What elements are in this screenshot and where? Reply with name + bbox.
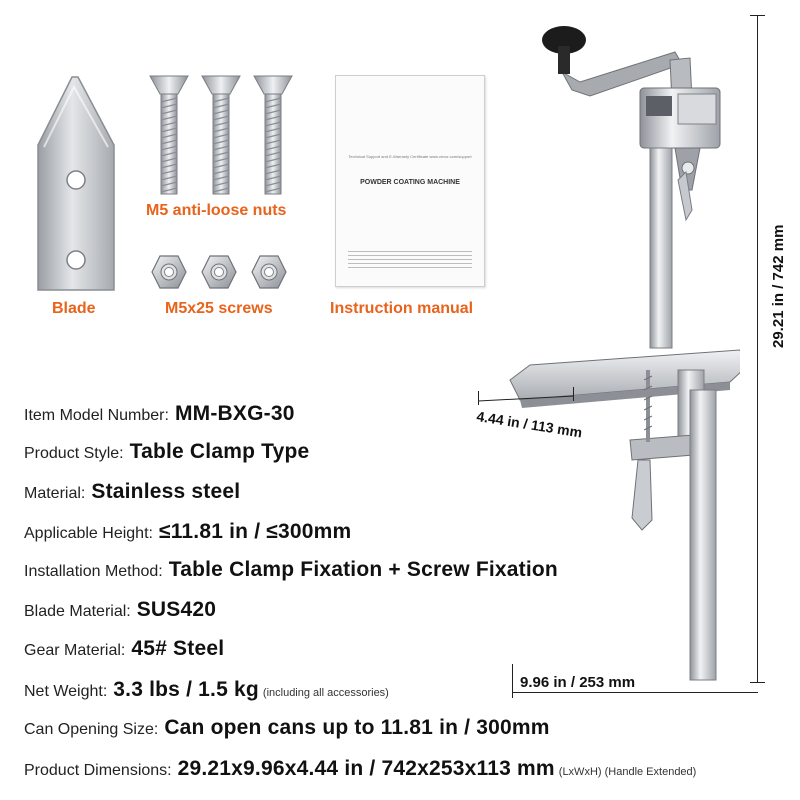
spec-label: Item Model Number:: [24, 407, 169, 424]
spec-value: Table Clamp Type: [129, 440, 310, 463]
spec-note: (including all accessories): [262, 687, 389, 699]
height-dimension-tick-top: [750, 15, 765, 16]
spec-label: Product Dimensions:: [24, 762, 172, 779]
depth-dimension-label: 4.44 in / 113 mm: [475, 408, 584, 441]
spec-label: Net Weight:: [24, 683, 108, 700]
spec-row-height: [24, 520, 351, 544]
nuts-illustration: [148, 250, 288, 295]
spec-row-blade-material: [24, 598, 216, 622]
width-dimension-tick-left: [512, 664, 513, 698]
spec-value: 29.21x9.96x4.44 in / 742x253x113 mm: [177, 757, 555, 780]
spec-label: Can Opening Size:: [24, 721, 159, 738]
spec-label: Installation Method:: [24, 563, 163, 580]
spec-row-style: [24, 440, 309, 464]
screws-label: M5x25 screws: [165, 300, 273, 317]
spec-value: 45# Steel: [131, 637, 225, 660]
spec-label: Blade Material:: [24, 603, 131, 620]
height-dimension-tick-bottom: [750, 682, 765, 683]
depth-dimension-tick-left: [478, 391, 479, 405]
width-dimension-line: [512, 692, 758, 693]
spec-label: Material:: [24, 485, 86, 502]
depth-dimension-tick-right: [573, 387, 574, 401]
blade-label: Blade: [52, 300, 96, 317]
spec-note: (LxWxH) (Handle Extended): [558, 766, 697, 778]
spec-row-can-size: [24, 716, 550, 740]
instruction-manual-illustration: [335, 75, 485, 287]
width-dimension-label: 9.96 in / 253 mm: [520, 674, 636, 691]
manual-fine-print: [348, 251, 472, 271]
spec-row-dimensions: [24, 757, 696, 781]
can-opener-illustration: [500, 10, 740, 690]
spec-value: ≤11.81 in / ≤300mm: [158, 520, 352, 543]
nuts-label: M5 anti-loose nuts: [146, 202, 287, 219]
spec-row-installation: [24, 558, 558, 582]
spec-value: 3.3 lbs / 1.5 kg: [113, 678, 259, 701]
spec-row-material: [24, 480, 240, 504]
spec-row-weight: [24, 678, 389, 702]
spec-row-model: [24, 402, 295, 426]
spec-label: Applicable Height:: [24, 525, 153, 542]
spec-row-gear-material: [24, 637, 224, 661]
height-dimension-label: 29.21 in / 742 mm: [770, 224, 787, 348]
manual-label: Instruction manual: [330, 300, 474, 317]
spec-value: SUS420: [136, 598, 217, 621]
blade-illustration: [30, 75, 120, 295]
manual-title: POWDER COATING MACHINE: [360, 179, 460, 186]
manual-header: Technical Support and E-Warranty Certificate www.vevor.com/support: [348, 154, 472, 159]
spec-label: Product Style:: [24, 445, 124, 462]
height-dimension-line: [757, 15, 758, 683]
spec-value: MM-BXG-30: [174, 402, 295, 425]
spec-label: Gear Material:: [24, 642, 126, 659]
spec-value: Stainless steel: [91, 480, 241, 503]
screws-illustration: [145, 72, 305, 202]
spec-value: Can open cans up to 11.81 in / 300mm: [164, 716, 550, 739]
spec-value: Table Clamp Fixation + Screw Fixation: [168, 558, 558, 581]
